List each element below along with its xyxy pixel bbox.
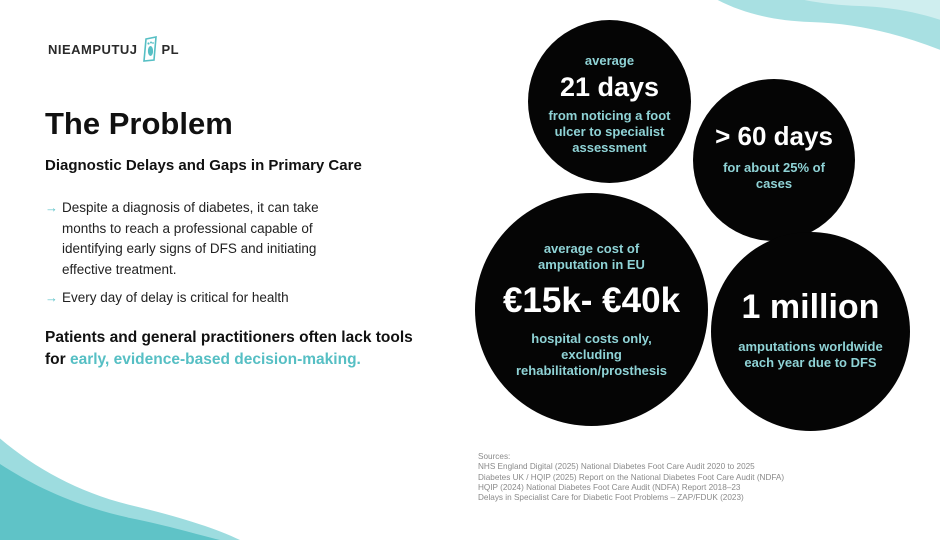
key-message-line1: Patients and general practitioners often lack tools (45, 329, 413, 346)
logo-text-right: PL (161, 41, 180, 57)
decorative-wave-top-right (660, 0, 940, 70)
sources (478, 452, 784, 503)
source-item: NHS England Digital (2025) National Diabetes Foot Care Audit 2020 to 2025 (478, 462, 755, 472)
stat-value: 21 days (559, 72, 660, 102)
arrow-right-icon: → (45, 290, 58, 305)
key-message-line2 (45, 349, 465, 371)
stat-label-bottom: from noticing a foot ulcer to specialist assessment (548, 108, 671, 155)
sources-heading: Sources: (478, 452, 511, 461)
foot-icon (141, 36, 159, 62)
bullet-item (45, 288, 365, 309)
source-item: Delays in Specialist Care for Diabetic Foot Problems – ZAP/FDUK (2023) (478, 493, 744, 503)
stat-circle-1-million (711, 232, 910, 431)
stat-label-bottom: amputations worldwide each year due to DFS (738, 339, 883, 370)
arrow-right-icon: → (45, 200, 58, 215)
stat-label-bottom: hospital costs only, excluding rehabilitation/prosthesis (516, 330, 667, 378)
bullet-list (45, 198, 365, 317)
page-title: The Problem (45, 106, 233, 141)
stat-circle-amputation-cost (475, 193, 708, 426)
logo-text-left: NIEAMPUTUJ (48, 41, 138, 57)
stat-label-bottom: for about 25% of cases (723, 159, 825, 191)
bullet-item (45, 198, 365, 280)
decorative-wave-bottom-left (0, 420, 240, 540)
stat-value: > 60 days (715, 120, 833, 151)
source-item: HQIP (2024) National Diabetes Foot Care Audit (NDFA) Report 2018–23 (478, 482, 741, 492)
key-message-accent: early, evidence-based decision-making. (69, 351, 361, 368)
stat-circle-60-days (693, 79, 855, 241)
stat-label-top: average cost of amputation in EU (538, 240, 645, 272)
key-message-prefix: for (45, 351, 70, 368)
stat-label-top: average (584, 53, 635, 68)
source-item: Diabetes UK / HQIP (2025) Report on the National Diabetes Foot Care Audit (NDFA) (478, 472, 785, 482)
stat-circle-21-days (528, 20, 691, 183)
bullet-text: Every day of delay is critical for health (62, 290, 289, 305)
key-message (45, 327, 465, 371)
stat-value: 1 million (741, 288, 880, 326)
bullet-text: Despite a diagnosis of diabetes, it can take months to reach a professional capable of identifying early signs of DFS and initiating effective treatment. (62, 200, 319, 277)
stat-value: €15k- €40k (502, 280, 681, 320)
page-subtitle: Diagnostic Delays and Gaps in Primary Care (45, 157, 362, 174)
logo (48, 36, 179, 62)
